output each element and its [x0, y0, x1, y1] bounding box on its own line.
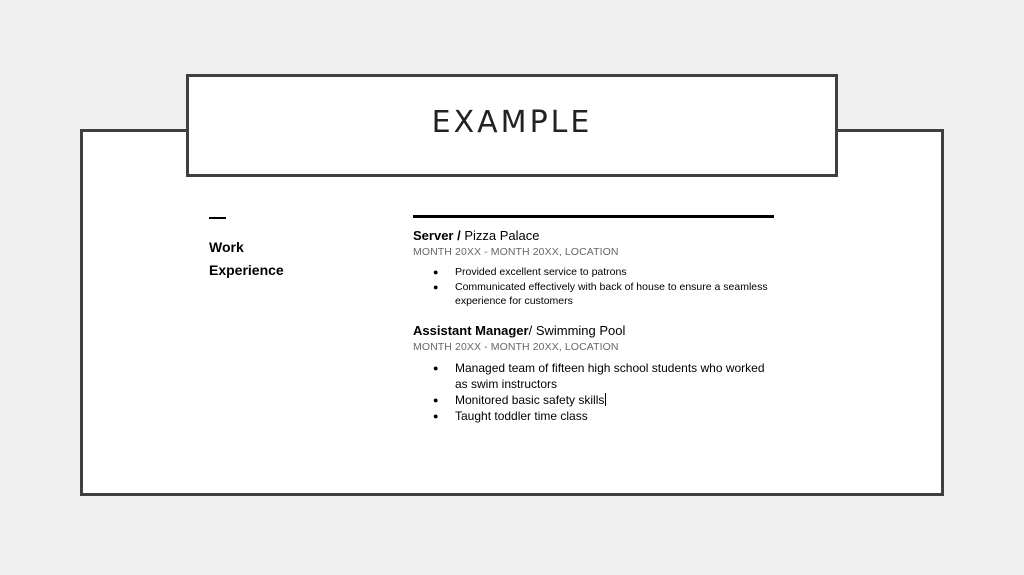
job-title [413, 323, 775, 339]
job-role: Assistant Manager [413, 322, 529, 338]
job-title [413, 228, 775, 244]
experience-content[interactable] [413, 215, 775, 438]
job-dates-location: MONTH 20XX - MONTH 20XX, LOCATION [413, 340, 619, 353]
job-bullets [413, 360, 775, 424]
bullet-item: ● Provided excellent service to patrons [413, 265, 775, 280]
job-dates-location: MONTH 20XX - MONTH 20XX, LOCATION [413, 246, 619, 258]
section-label-line2: Experience [209, 262, 284, 278]
job-entry [413, 323, 775, 424]
slide-title[interactable]: EXAMPLE [431, 105, 593, 140]
section-label[interactable] [209, 236, 359, 282]
section-dash [209, 217, 226, 219]
bullet-item: ● Monitored basic safety skills [413, 392, 775, 408]
title-box [186, 74, 838, 177]
bullet-item: ● Communicated effectively with back of house to ensure a seamless experience for customers [413, 280, 775, 309]
bullet-item: ● Taught toddler time class [413, 408, 775, 424]
section-label-line1: Work [209, 239, 244, 255]
section-rule [413, 215, 774, 218]
job-employer: Pizza Palace [460, 228, 540, 243]
bullet-item: ● Managed team of fifteen high school students who worked as swim instructors [413, 360, 775, 392]
job-entry [413, 228, 775, 309]
job-bullets [413, 265, 775, 309]
job-role: Server / [413, 228, 461, 243]
job-employer: / Swimming Pool [528, 322, 626, 338]
